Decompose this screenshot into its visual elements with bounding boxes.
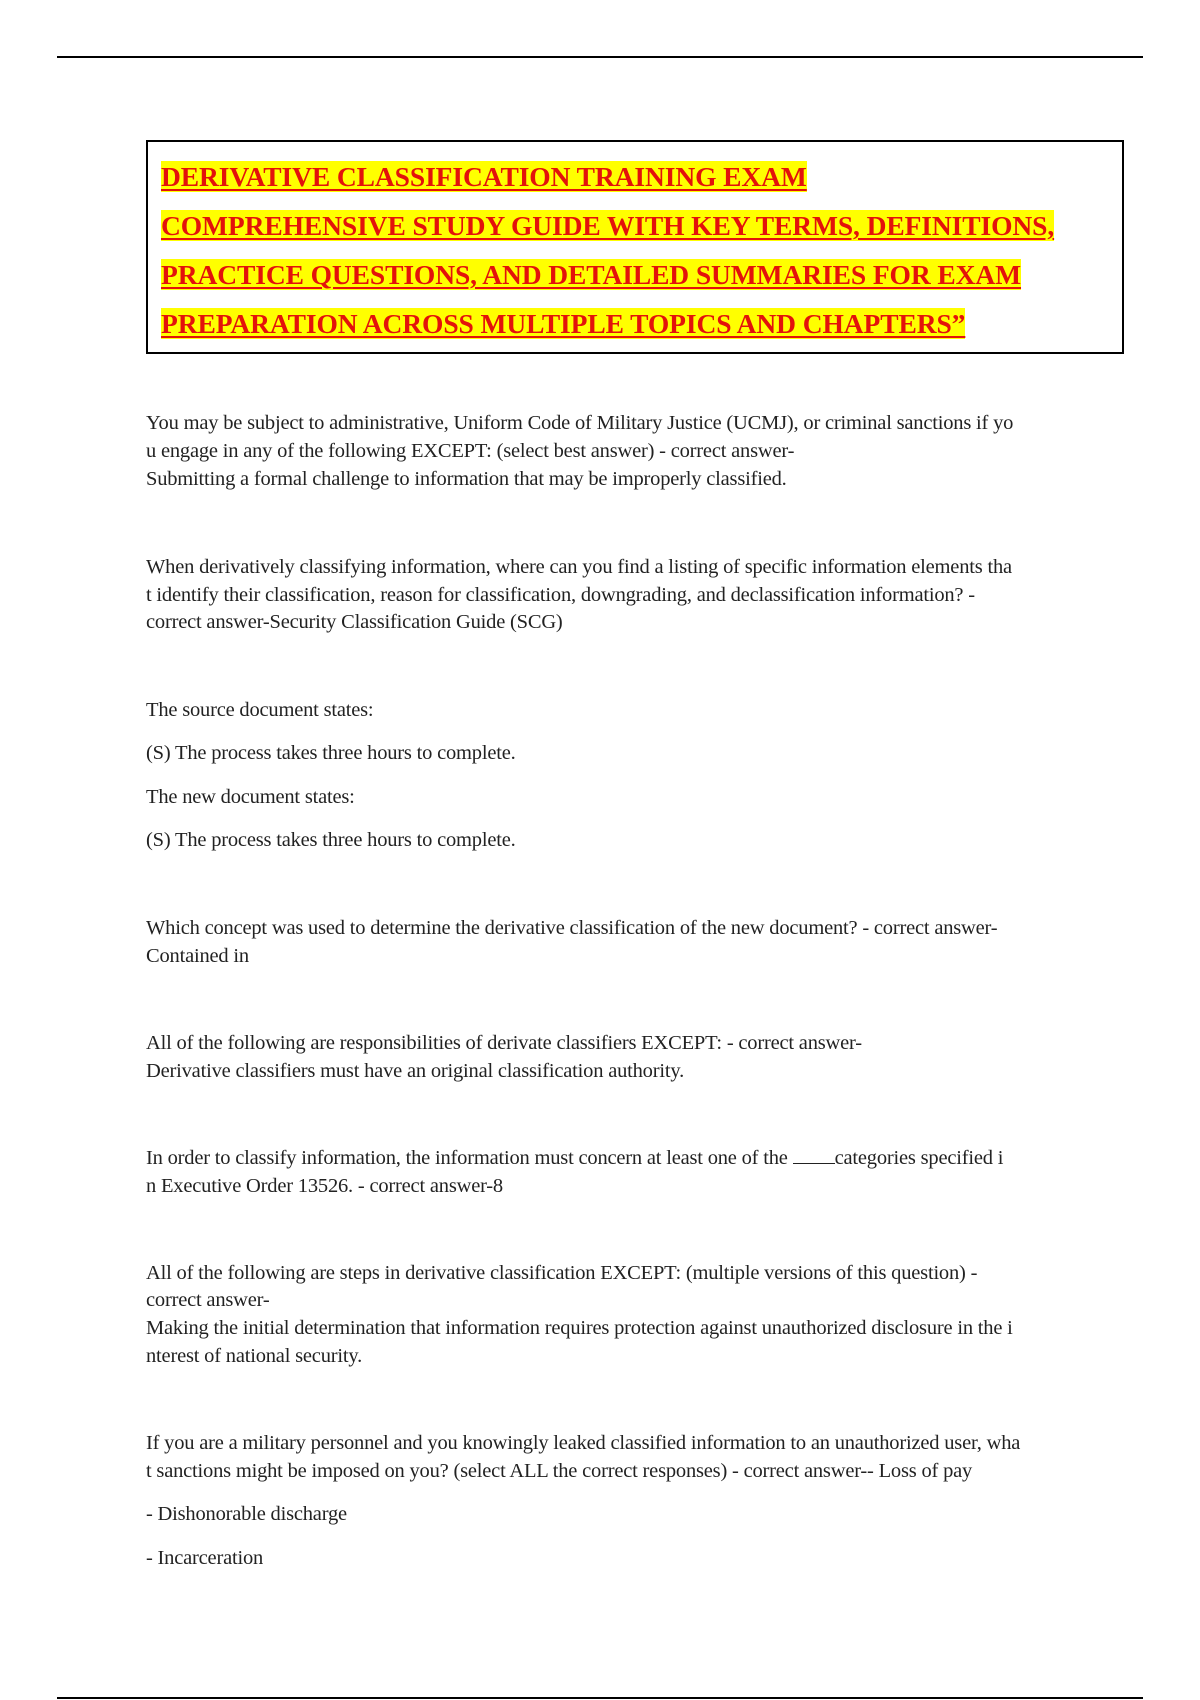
title-line-1: DERIVATIVE CLASSIFICATION TRAINING EXAM: [161, 161, 807, 192]
q7-line-4: nterest of national security.: [146, 1345, 363, 1367]
q2-line-1: When derivatively classifying information, where can you find a listing of specific information elements tha: [146, 556, 1012, 578]
q3-line-2: (S) The process takes three hours to complete.: [146, 742, 516, 764]
q8-line-4: - Incarceration: [146, 1547, 264, 1569]
q2-line-2: t identify their classification, reason for classification, downgrading, and declassification information? -: [146, 584, 975, 606]
q1-line-2: u engage in any of the following EXCEPT: (select best answer) - correct answer-: [146, 440, 795, 462]
q3-line-1: The source document states:: [146, 699, 374, 721]
q6-text-a: In order to classify information, the information must concern at least one of the: [146, 1147, 793, 1169]
title-line-3: PRACTICE QUESTIONS, AND DETAILED SUMMARIES FOR EXAM: [161, 259, 1021, 290]
q7-line-2: correct answer-: [146, 1289, 270, 1311]
q4-line-2: Contained in: [146, 945, 249, 967]
q7-line-3: Making the initial determination that information requires protection against unauthorized disclosure in the i: [146, 1317, 1013, 1339]
q6-text-b: categories specified i: [834, 1147, 1004, 1169]
title-line-4: PREPARATION ACROSS MULTIPLE TOPICS AND CHAPTERS”: [161, 308, 966, 339]
title-line-2: COMPREHENSIVE STUDY GUIDE WITH KEY TERMS, DEFINITIONS,: [161, 210, 1055, 241]
q2-line-3: correct answer-Security Classification Guide (SCG): [146, 611, 563, 633]
q5-line-2: Derivative classifiers must have an original classification authority.: [146, 1060, 684, 1082]
q8-line-2: t sanctions might be imposed on you? (select ALL the correct responses) - correct answer-- Loss of pay: [146, 1460, 973, 1482]
q3-line-4: (S) The process takes three hours to complete.: [146, 829, 516, 851]
title-box: [146, 140, 1124, 354]
q8-line-3: - Dishonorable discharge: [146, 1503, 347, 1525]
q5-line-1: All of the following are responsibilities of derivate classifiers EXCEPT: - correct answer-: [146, 1032, 862, 1054]
q3-line-3: The new document states:: [146, 786, 355, 808]
q1-line-1: You may be subject to administrative, Uniform Code of Military Justice (UCMJ), or criminal sanctions if yo: [146, 412, 1014, 434]
header-rule: [57, 56, 1143, 58]
q6-line-2: n Executive Order 13526. - correct answer-8: [146, 1175, 503, 1197]
q6-line-1: [146, 1144, 1106, 1172]
q8-line-1: If you are a military personnel and you knowingly leaked classified information to an unauthorized user, wha: [146, 1432, 1021, 1454]
q1-line-3: Submitting a formal challenge to information that may be improperly classified.: [146, 468, 787, 490]
q7-line-1: All of the following are steps in derivative classification EXCEPT: (multiple versions of this question) -: [146, 1262, 978, 1284]
q4-line-1: Which concept was used to determine the derivative classification of the new document? - correct answer-: [146, 917, 998, 939]
fill-in-blank: [793, 1145, 835, 1164]
footer-rule: [57, 1697, 1143, 1699]
